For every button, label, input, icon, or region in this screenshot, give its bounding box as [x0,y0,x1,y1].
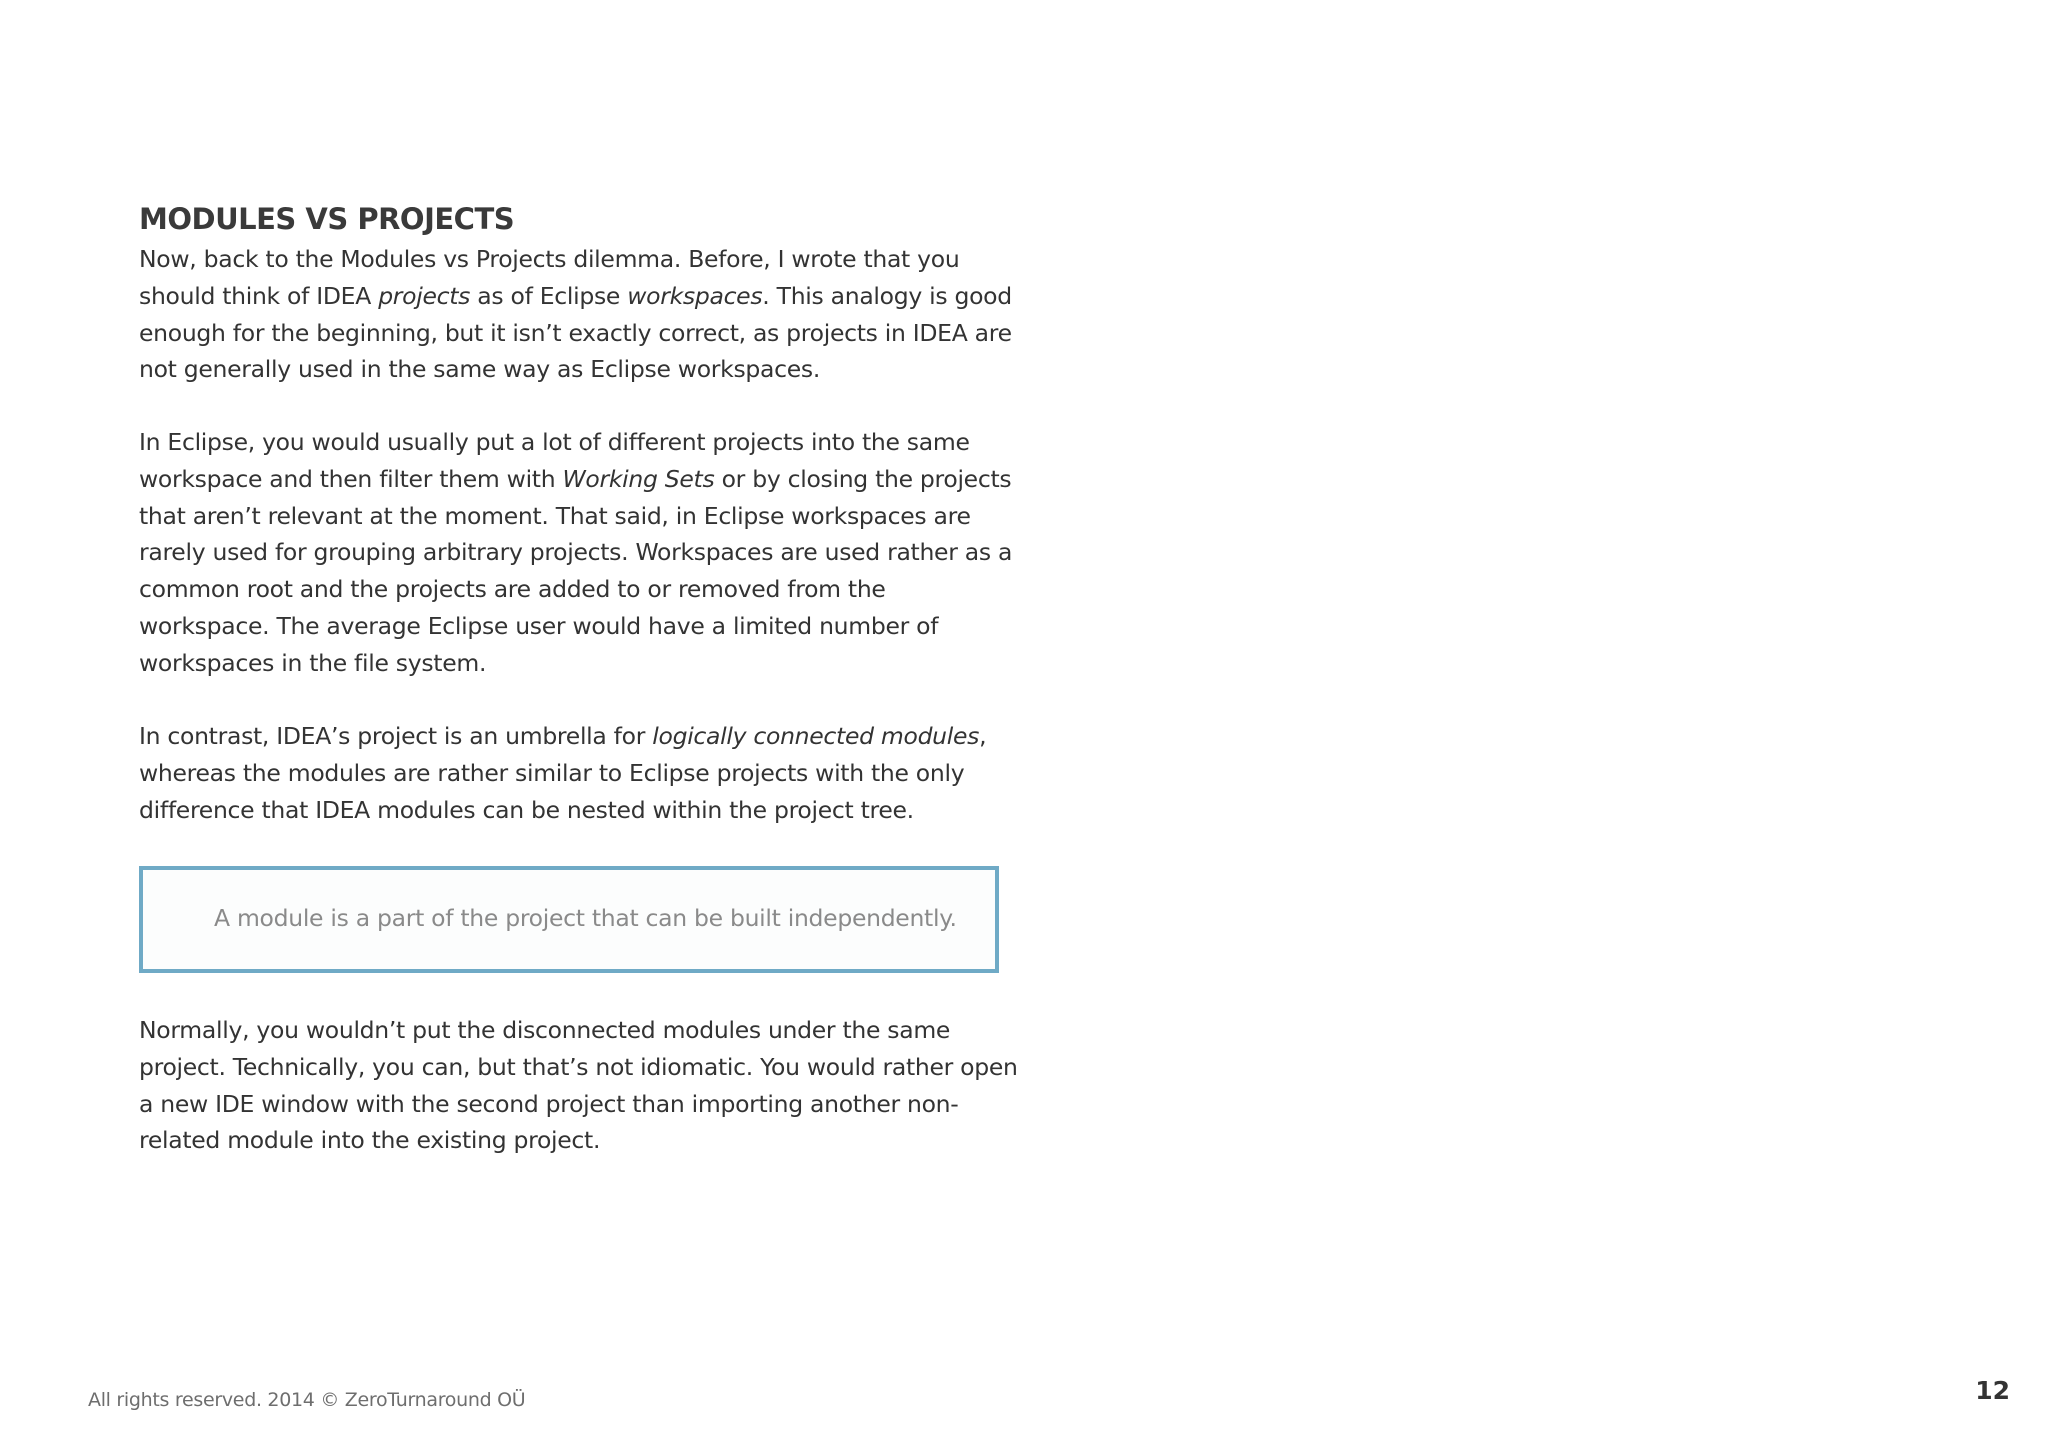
footer-copyright: All rights reserved. 2014 © ZeroTurnaround OÜ [88,1389,526,1411]
paragraph-text: or by closing the projects that aren’t relevant at the moment. That said, in Eclipse workspaces are rarely used for grouping arbitrary projects. Workspaces are used rather as a common root and the projects are added to or removed from the workspace. The average Eclipse user would have a limited number of workspaces in the file system. [139,464,1013,677]
paragraph-intro [139,241,1019,388]
emphasis-text: projects [378,281,471,310]
page-number: 12 [1975,1376,2010,1405]
paragraph-text: , whereas the modules are rather similar to Eclipse projects with the only difference that IDEA modules can be nested within the project tree. [139,722,987,824]
emphasis-text: logically connected modules [652,722,980,750]
emphasis-text: Working Sets [562,464,715,493]
callout-text: A module is a part of the project that can be built independently. [214,904,957,932]
paragraph-text: as of Eclipse [470,281,628,310]
paragraph-text: Now, back to the Modules vs Projects dilemma. Before, I wrote that you should think of IDEA [139,245,960,310]
paragraph-idea [139,718,1019,828]
callout-box [139,866,999,973]
paragraph-text: In contrast, IDEA’s project is an umbrella for [139,722,653,750]
paragraph-text: In Eclipse, you would usually put a lot of different projects into the same workspace and then filter them with [139,428,970,493]
emphasis-text: workspaces [627,281,763,310]
paragraph-text: . This analogy is good enough for the beginning, but it isn’t exactly correct, as projects in IDEA are not generally used in the same way as Eclipse workspaces. [139,281,1012,384]
section-heading: MODULES VS PROJECTS [139,202,515,236]
paragraph-eclipse [139,424,1019,682]
paragraph-conclusion: Normally, you wouldn’t put the disconnected modules under the same project. Technically, you can, but that’s not idiomatic. You would rather open a new IDE window with the second project than importing another non-related module into the existing project. [139,1016,1018,1155]
